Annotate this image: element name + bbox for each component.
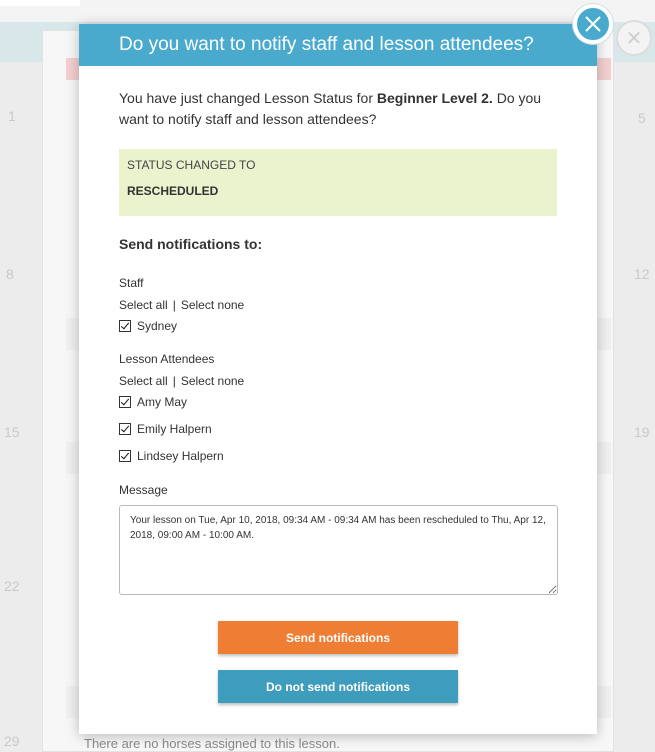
calendar-day-number: 19: [634, 424, 650, 440]
attendees-select-controls: [119, 374, 557, 388]
staff-checkbox[interactable]: [119, 320, 131, 332]
send-notifications-title: Send notifications to:: [119, 236, 263, 252]
background-topbar: [0, 0, 655, 22]
attendee-name: Lindsey Halpern: [137, 449, 224, 463]
calendar-day-number: 22: [4, 578, 20, 594]
attendee-checkbox[interactable]: [119, 423, 131, 435]
attendee-checkbox-row[interactable]: [119, 422, 557, 436]
calendar-day-number: 8: [6, 266, 14, 282]
send-notifications-button[interactable]: Send notifications: [218, 621, 458, 654]
attendees-select-separator: |: [172, 374, 176, 388]
intro-text-end: Do you want to notify staff and lesson attendees?: [119, 90, 542, 127]
staff-select-controls: [119, 298, 557, 312]
no-horses-text: There are no horses assigned to this lesson.: [84, 736, 340, 751]
attendee-name: Emily Halpern: [137, 422, 212, 436]
calendar-day-number: 12: [634, 266, 650, 282]
intro-text-start: You have just changed Lesson Status for: [119, 90, 377, 106]
notify-dialog: [79, 24, 597, 734]
intro-text: [119, 88, 557, 130]
lesson-name: Beginner Level 2.: [376, 90, 493, 106]
attendee-name: Amy May: [137, 395, 188, 409]
attendees-select-none-link[interactable]: Select none: [180, 374, 245, 388]
dialog-body: [79, 66, 597, 703]
attendee-checkbox[interactable]: [119, 396, 131, 408]
staff-group-title: Staff: [119, 276, 144, 290]
calendar-day-number: 1: [8, 108, 16, 124]
attendees-group-title: Lesson Attendees: [119, 352, 215, 366]
status-value: RESCHEDULED: [127, 184, 219, 198]
attendee-checkbox-row[interactable]: [119, 395, 557, 409]
message-label: Message: [119, 483, 168, 497]
do-not-send-button[interactable]: Do not send notifications: [218, 670, 458, 703]
staff-name: Sydney: [137, 319, 178, 333]
calendar-day-number: 15: [4, 424, 20, 440]
message-textarea[interactable]: Your lesson on Tue, Apr 10, 2018, 09:34 AM - 09:34 AM has been rescheduled to Thu, Apr 12, 2018, 09:00 AM - 10:00 AM.: [119, 505, 558, 595]
close-dialog-button[interactable]: [573, 4, 613, 44]
background-close-icon: ✕: [616, 20, 652, 56]
background-tab: [0, 0, 80, 6]
status-change-box: [119, 149, 557, 216]
dialog-title: Do you want to notify staff and lesson attendees?: [79, 24, 597, 66]
attendees-select-all-link[interactable]: Select all: [119, 374, 168, 388]
calendar-day-number: 5: [638, 110, 646, 126]
status-changed-label: STATUS CHANGED TO: [127, 158, 256, 172]
attendee-checkbox-row[interactable]: [119, 449, 557, 463]
staff-select-all-link[interactable]: Select all: [119, 298, 168, 312]
staff-select-separator: |: [172, 298, 176, 312]
calendar-day-number: 29: [4, 733, 20, 749]
close-icon: [584, 15, 602, 33]
staff-checkbox-row[interactable]: [119, 319, 557, 333]
staff-select-none-link[interactable]: Select none: [180, 298, 245, 312]
attendee-checkbox[interactable]: [119, 450, 131, 462]
